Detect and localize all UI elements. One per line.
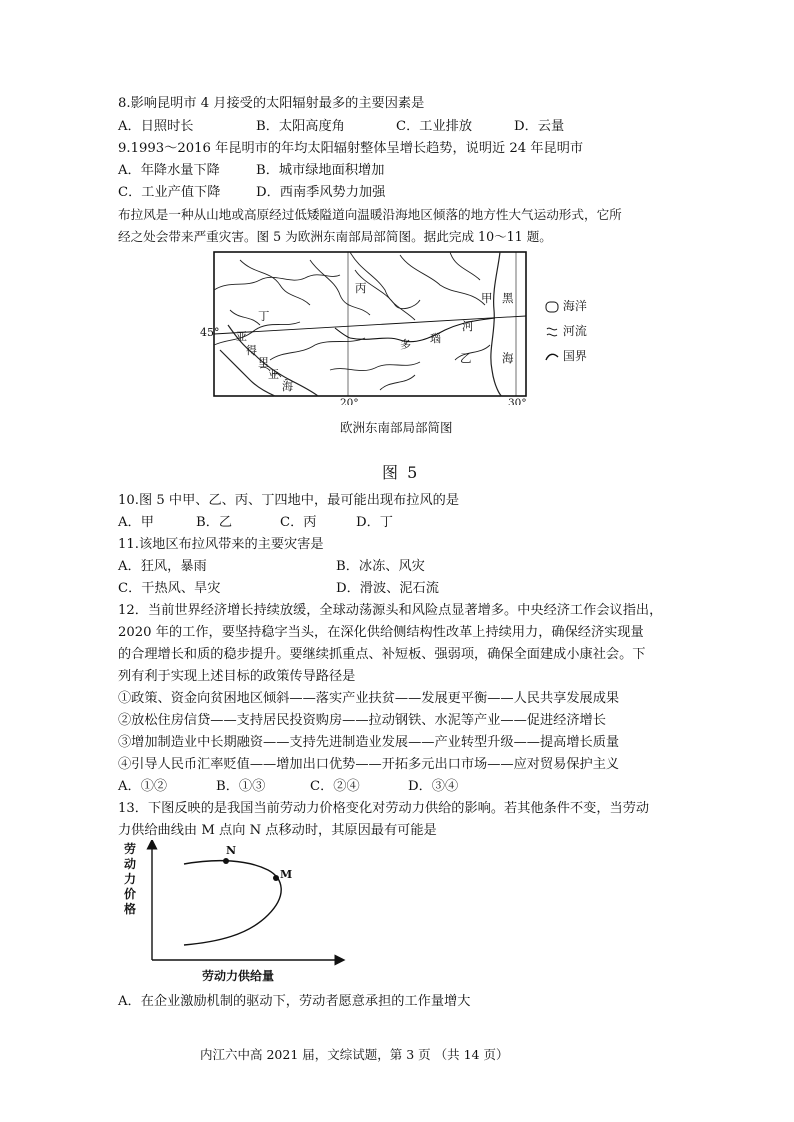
q12-option-a: A．①② xyxy=(118,779,168,794)
map-caption: 欧洲东南部局部简图 xyxy=(340,420,453,435)
q13-line-2: 力供给曲线由 M 点向 N 点移动时，其原因最有可能是 xyxy=(118,823,437,838)
q9-options-row1 xyxy=(118,162,384,180)
q8-option-d: D．云量 xyxy=(514,119,565,134)
map-label-li: 里 xyxy=(258,356,269,369)
q12-options xyxy=(118,778,458,796)
q10-option-d: D．丁 xyxy=(356,515,393,530)
map-label-hei: 黑 xyxy=(502,291,514,305)
lon-30-label: 30° xyxy=(508,397,527,405)
point-m-label: M xyxy=(280,868,293,881)
q12-item-2: ②放松住房信贷——支持居民投资购房——拉动钢铁、水泥等产业——促进经济增长 xyxy=(118,713,606,728)
map-label-hai2: 海 xyxy=(282,380,293,393)
legend-border xyxy=(545,347,587,364)
q10-option-a: A．甲 xyxy=(118,515,154,530)
figure-title: 图 5 xyxy=(382,463,420,482)
map-label-yi: 乙 xyxy=(460,351,472,365)
legend-border-label: 国界 xyxy=(562,349,587,363)
page-footer: 内江六中高 2021 届，文综试题，第 3 页 （共 14 页） xyxy=(200,1047,509,1062)
q13-line-1: 13．下图反映的是我国当前劳动力价格变化对劳动力供给的影响。若其他条件不变，当劳动 xyxy=(118,801,650,816)
y-axis-label: 劳动力价格 xyxy=(124,842,137,916)
map-label-ya2: 亚 xyxy=(268,368,279,381)
map-label-hai: 海 xyxy=(502,351,514,365)
q10-option-c: C．丙 xyxy=(280,515,317,530)
map-label-jia: 甲 xyxy=(481,291,493,305)
point-m xyxy=(273,875,279,881)
q12-item-3: ③增加制造业中长期融资——支持先进制造业发展——产业转型升级——提高增长质量 xyxy=(118,735,620,750)
q12-option-c: C．②④ xyxy=(310,779,360,794)
map-label-ding: 丁 xyxy=(258,309,270,323)
legend-river-label: 河流 xyxy=(562,324,587,338)
map-label-nao: 瑙 xyxy=(430,332,441,345)
map-label-duo: 多 xyxy=(400,338,411,351)
q11-options-row1 xyxy=(118,558,425,576)
q12-item-4: ④引导人民币汇率贬值——增加出口优势——开拓多元出口市场——应对贸易保护主义 xyxy=(118,757,620,772)
q9-stem: 9.1993～2016 年昆明市的年均太阳辐射整体呈增长趋势，说明近 24 年昆明市 xyxy=(118,141,584,156)
q11-stem: 11.该地区布拉风带来的主要灾害是 xyxy=(118,537,324,552)
border-symbol-icon xyxy=(545,351,559,363)
q12-item-1: ①政策、资金向贫困地区倾斜——落实产业扶贫——发展更平衡——人民共享发展成果 xyxy=(118,691,620,706)
q12-line-4: 列有利于实现上述目标的政策传导路径是 xyxy=(118,669,356,684)
q10-options xyxy=(118,514,393,532)
q11-option-a: A．狂风，暴雨 xyxy=(118,559,207,574)
q9-option-d: D．西南季风势力加强 xyxy=(256,185,386,200)
point-n xyxy=(223,858,229,864)
x-axis-label: 劳动力供给量 xyxy=(201,969,275,983)
map-label-he: 河 xyxy=(462,319,474,333)
lon-20-label: 20° xyxy=(340,397,359,405)
q10-stem: 10.图 5 中甲、乙、丙、丁四地中，最可能出现布拉风的是 xyxy=(118,493,460,508)
q9-option-b: B．城市绿地面积增加 xyxy=(256,163,385,178)
intro-line-1: 布拉风是一种从山地或高原经过低矮隘道向温暖沿海地区倾落的地方性大气运动形式，它所 xyxy=(118,207,622,222)
q8-option-a: A．日照时长 xyxy=(118,119,194,134)
legend-ocean xyxy=(545,297,587,314)
q11-options-row2 xyxy=(118,580,439,598)
legend-ocean-label: 海洋 xyxy=(562,299,587,313)
q9-options-row2 xyxy=(118,184,385,202)
ocean-swatch-icon xyxy=(545,301,559,313)
q9-option-a: A．年降水量下降 xyxy=(118,163,220,178)
labour-supply-graph xyxy=(118,840,348,990)
intro-line-2: 经之处会带来严重灾害。图 5 为欧洲东南部局部简图。据此完成 10～11 题。 xyxy=(118,229,552,244)
q8-option-b: B．太阳高度角 xyxy=(256,119,345,134)
q11-option-d: D．滑波、泥石流 xyxy=(336,581,439,596)
q12-option-d: D．③④ xyxy=(408,779,459,794)
europe-southeast-map xyxy=(200,250,545,405)
q12-line-3: 的合理增长和质的稳步提升。要继续抓重点、补短板、强弱项，确保全面建成小康社会。下 xyxy=(118,647,646,662)
q8-option-c: C．工业排放 xyxy=(396,119,473,134)
point-n-label: N xyxy=(226,844,237,857)
river-symbol-icon xyxy=(545,326,559,338)
legend-river xyxy=(545,322,587,339)
q10-option-b: B．乙 xyxy=(196,515,233,530)
map-label-ya1: 亚 xyxy=(236,330,247,343)
q12-option-b: B．①③ xyxy=(216,779,266,794)
lat-45-label: 45° xyxy=(200,326,220,339)
q8-options xyxy=(118,118,564,136)
q9-option-c: C．工业产值下降 xyxy=(118,185,221,200)
q13-option-a: A．在企业激励机制的驱动下，劳动者愿意承担的工作量增大 xyxy=(118,994,471,1009)
map-label-de: 得 xyxy=(246,344,257,357)
q12-line-2: 2020 年的工作，要坚持稳字当头，在深化供给侧结构性改革上持续用力，确保经济实现量 xyxy=(118,625,644,640)
q12-line-1: 12．当前世界经济增长持续放缓，全球动荡源头和风险点显著增多。中央经济工作会议指出， xyxy=(118,603,663,618)
supply-curve xyxy=(184,861,281,945)
q11-option-b: B．冰冻、风灾 xyxy=(336,559,425,574)
q11-option-c: C．干热风、旱灾 xyxy=(118,581,221,596)
q8-stem: 8.影响昆明市 4 月接受的太阳辐射最多的主要因素是 xyxy=(118,96,425,111)
map-label-bing: 丙 xyxy=(355,281,367,295)
